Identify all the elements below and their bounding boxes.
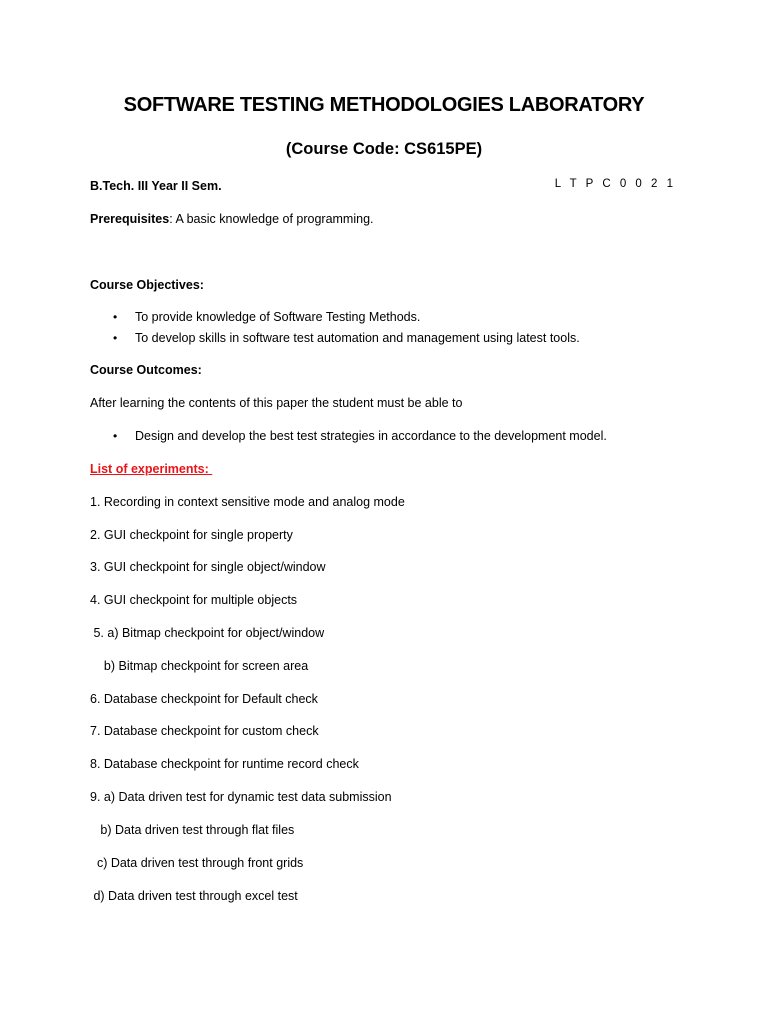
semester-label: B.Tech. III Year II Sem. xyxy=(90,179,222,193)
prerequisites-label: Prerequisites xyxy=(90,212,170,226)
ltpc-credits: L T P C 0 0 2 1 xyxy=(554,178,676,190)
experiment-item: 6. Database checkpoint for Default check xyxy=(90,692,318,706)
objectives-heading: Course Objectives: xyxy=(90,278,204,292)
bullet-icon: • xyxy=(113,310,118,324)
experiment-item: b) Data driven test through flat files xyxy=(90,823,295,837)
experiment-item: 1. Recording in context sensitive mode and analog mode xyxy=(90,495,405,509)
experiment-item: 7. Database checkpoint for custom check xyxy=(90,724,319,738)
experiment-item: d) Data driven test through excel test xyxy=(90,889,298,903)
experiment-item: 8. Database checkpoint for runtime record check xyxy=(90,757,359,771)
experiment-item: 9. a) Data driven test for dynamic test data submission xyxy=(90,790,392,804)
experiment-item: c) Data driven test through front grids xyxy=(90,856,304,870)
experiments-heading: List of experiments: xyxy=(90,462,213,476)
outcomes-intro: After learning the contents of this paper the student must be able to xyxy=(90,396,463,410)
bullet-icon: • xyxy=(113,429,118,443)
prerequisites-text: : A basic knowledge of programming. xyxy=(169,212,374,226)
objective-item: To provide knowledge of Software Testing Methods. xyxy=(135,310,421,324)
course-code: (Course Code: CS615PE) xyxy=(285,140,483,158)
bullet-icon: • xyxy=(113,331,118,345)
experiment-item: 3. GUI checkpoint for single object/window xyxy=(90,560,326,574)
outcomes-heading: Course Outcomes: xyxy=(90,363,202,377)
experiment-item: b) Bitmap checkpoint for screen area xyxy=(90,659,309,673)
experiment-item: 2. GUI checkpoint for single property xyxy=(90,528,293,542)
experiment-item: 4. GUI checkpoint for multiple objects xyxy=(90,593,298,607)
experiment-item: 5. a) Bitmap checkpoint for object/window xyxy=(90,626,325,640)
objective-item: To develop skills in software test automation and management using latest tools. xyxy=(135,331,580,345)
outcome-item: Design and develop the best test strategies in accordance to the development model. xyxy=(135,429,607,443)
page-title: SOFTWARE TESTING METHODOLOGIES LABORATORY xyxy=(123,94,645,116)
prerequisites-line xyxy=(90,211,374,227)
